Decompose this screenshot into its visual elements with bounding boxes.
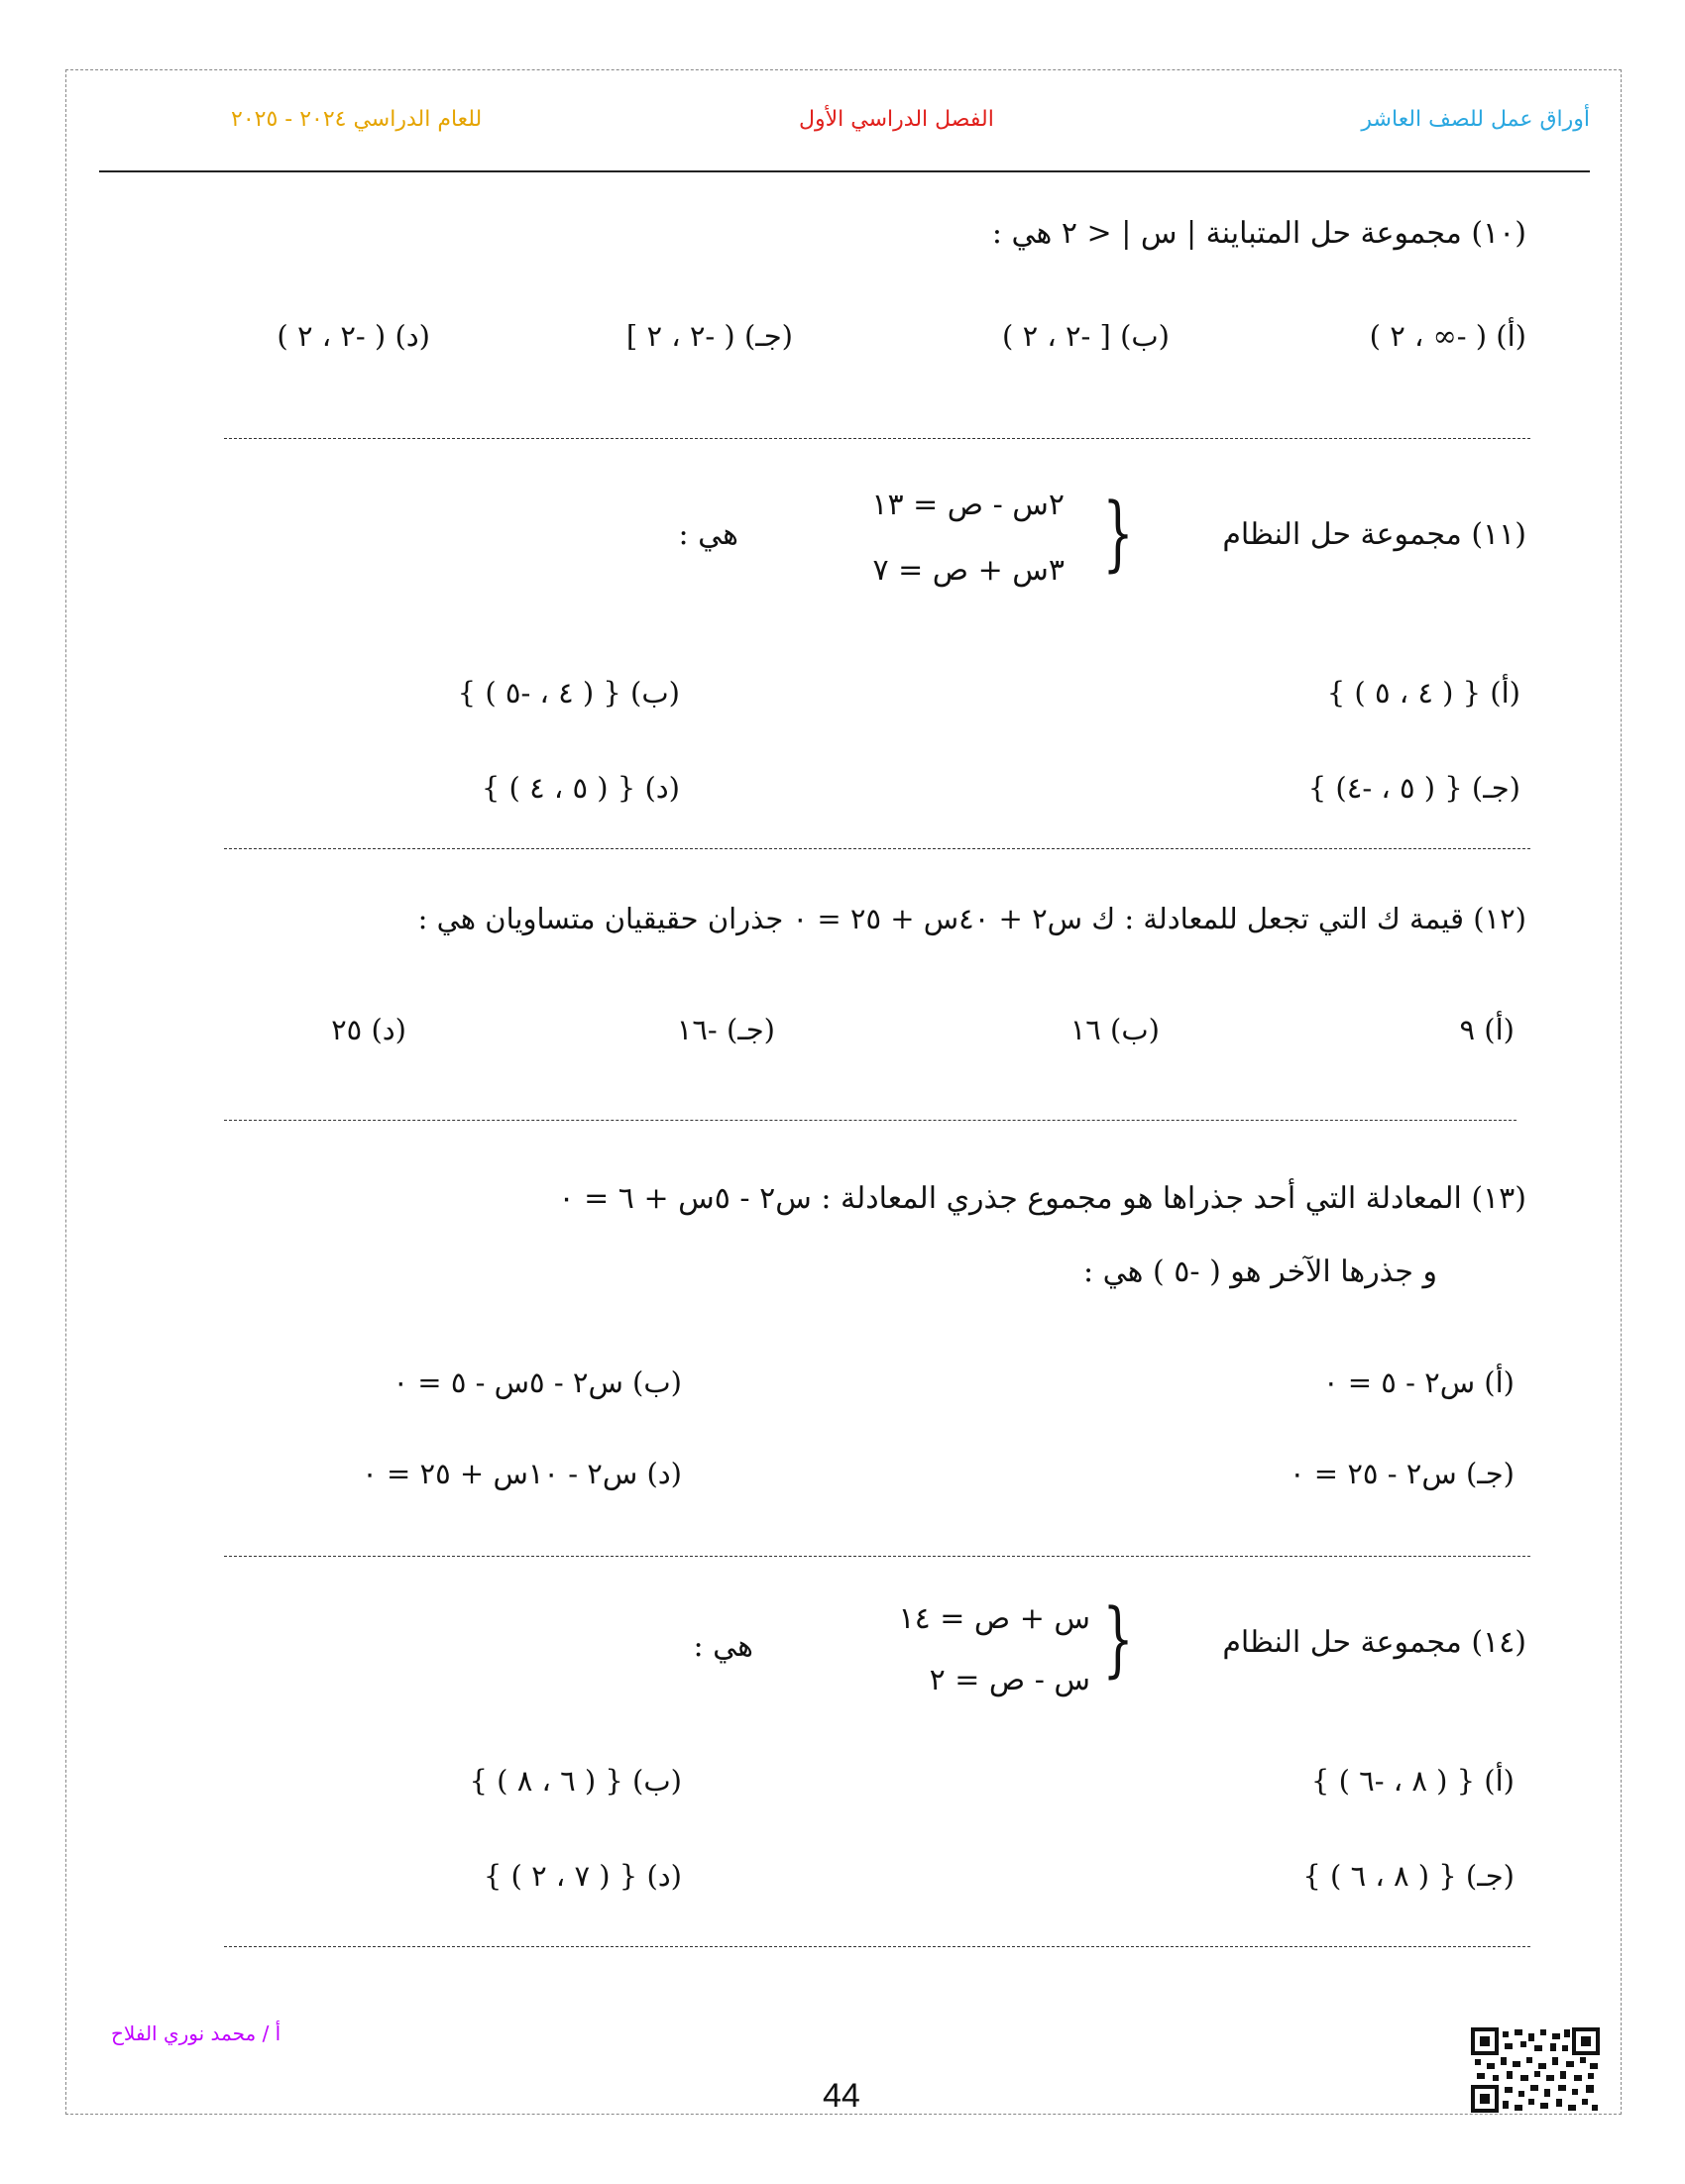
header-year: للعام الدراسي ٢٠٢٤ - ٢٠٢٥	[231, 107, 483, 132]
q11-equation-2: ٣س + ص = ٧	[872, 553, 1065, 588]
q14-equation-1: س + ص = ١٤	[898, 1601, 1090, 1636]
separator	[224, 848, 1530, 849]
q11-equation-1: ٢س - ص = ١٣	[871, 488, 1065, 522]
q14-option-b: (ب) { ( ٦ ، ٨ ) }	[469, 1764, 682, 1798]
q14-option-a: (أ) { ( ٨ ، -٦ ) }	[1310, 1764, 1515, 1798]
q12-option-b: (ب) ١٦	[1069, 1013, 1160, 1046]
separator	[224, 1120, 1516, 1121]
q12-option-a: (أ) ٩	[1459, 1013, 1515, 1046]
q14-option-c: (جـ) { ( ٨ ، ٦ ) }	[1302, 1859, 1515, 1893]
q12-option-d: (د) ٢٥	[331, 1013, 406, 1046]
header-semester: الفصل الدراسي الأول	[799, 107, 994, 132]
header-course: أوراق عمل للصف العاشر	[1361, 107, 1590, 132]
q10-option-d: (د) ( -٢ ، ٢ )	[277, 319, 430, 353]
question-13-line-1: (١٣) المعادلة التي أحد جذراها هو مجموع جذري المعادلة : س٢ - ٥س + ٦ = ٠	[558, 1181, 1526, 1216]
q13-option-d: (د) س٢ - ١٠س + ٢٥ = ٠	[362, 1457, 682, 1490]
question-12: (١٢) قيمة ك التي تجعل للمعادلة : ك س٢ + ٤٠س + ٢٥ = ٠ جذران حقيقيان متساويان هي :	[417, 902, 1526, 935]
system-brace: }	[1102, 1592, 1134, 1687]
separator	[224, 438, 1530, 439]
question-11-label: (١١) مجموعة حل النظام	[1222, 517, 1526, 552]
page-frame	[65, 69, 1622, 2115]
q11-tail: هي :	[678, 517, 738, 552]
q11-option-a: (أ) { ( ٤ ، ٥ ) }	[1326, 676, 1520, 710]
q14-option-d: (د) { ( ٧ ، ٢ ) }	[483, 1859, 682, 1893]
q13-option-c: (جـ) س٢ - ٢٥ = ٠	[1290, 1457, 1515, 1490]
q14-tail: هي :	[693, 1629, 753, 1664]
q13-option-a: (أ) س٢ - ٥ = ٠	[1322, 1365, 1515, 1399]
author-name: أ / محمد نوري الفلاح	[111, 2021, 281, 2045]
q14-equation-2: س - ص = ٢	[929, 1663, 1090, 1697]
header-divider	[99, 170, 1590, 172]
question-14-label: (١٤) مجموعة حل النظام	[1222, 1625, 1526, 1660]
question-13-line-2: و جذرها الآخر هو ( -٥ ) هي :	[1083, 1255, 1437, 1289]
system-brace: }	[1102, 487, 1134, 581]
q11-option-c: (جـ) { ( ٥ ، -٤) }	[1307, 771, 1520, 805]
qr-code-icon	[1471, 2027, 1600, 2113]
q10-option-c: (جـ) ( -٢ ، ٢ ]	[625, 319, 793, 353]
q12-option-c: (جـ) -١٦	[676, 1013, 775, 1046]
separator	[224, 1556, 1530, 1557]
q10-option-b: (ب) [ -٢ ، ٢ )	[1002, 319, 1170, 353]
q11-option-d: (د) { ( ٥ ، ٤ ) }	[481, 771, 680, 805]
separator	[224, 1946, 1530, 1947]
page-number: 44	[823, 2077, 860, 2115]
q13-option-b: (ب) س٢ - ٥س - ٥ = ٠	[393, 1365, 682, 1399]
q10-option-a: (أ) ( -∞ ، ٢ )	[1369, 319, 1526, 353]
q11-option-b: (ب) { ( ٤ ، -٥ ) }	[457, 676, 680, 710]
question-10: (١٠) مجموعة حل المتباينة | س | < ٢ هي :	[991, 216, 1526, 251]
